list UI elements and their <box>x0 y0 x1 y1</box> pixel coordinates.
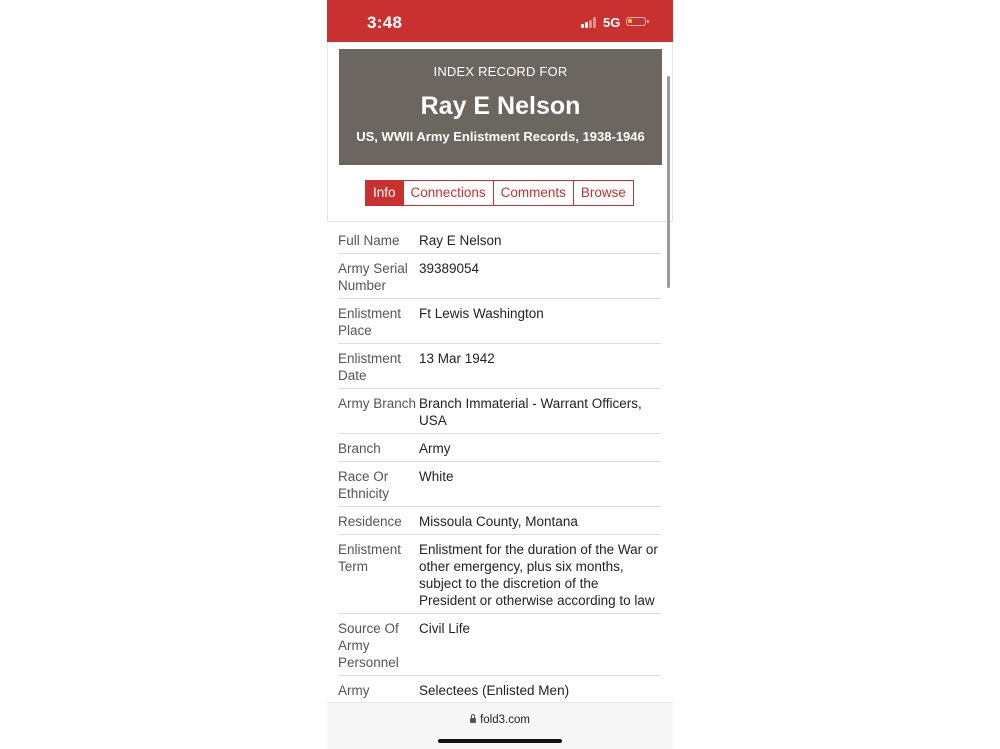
network-type: 5G <box>603 15 621 30</box>
field-value: 13 Mar 1942 <box>419 351 495 366</box>
table-row <box>338 389 661 434</box>
table-row <box>338 507 661 535</box>
url-text: fold3.com <box>480 714 530 726</box>
field-label: Residence <box>338 514 402 529</box>
tab-connections[interactable]: Connections <box>403 180 494 206</box>
field-label: Full Name <box>338 233 400 248</box>
record-tabs <box>365 180 634 206</box>
field-label: Army Serial Number <box>338 261 408 293</box>
field-value: Enlistment for the duration of the War or other emergency, plus six months, subject to the discretion of the President or otherwise according to law <box>419 542 658 608</box>
table-row <box>338 344 661 389</box>
field-value: White <box>419 469 454 484</box>
status-time: 3:48 <box>367 13 403 32</box>
field-value: Branch Immaterial - Warrant Officers, USA <box>419 396 642 428</box>
table-row <box>338 434 661 462</box>
home-indicator[interactable] <box>438 739 562 743</box>
field-label: Enlistment Date <box>338 351 402 383</box>
url-display[interactable] <box>327 714 673 726</box>
field-value: Civil Life <box>419 621 471 636</box>
record-header-card <box>327 42 673 222</box>
table-row <box>338 254 661 299</box>
tab-browse[interactable]: Browse <box>573 180 634 206</box>
collection-title: US, WWII Army Enlistment Records, 1938-1946 <box>356 129 645 144</box>
hero-kicker: INDEX RECORD FOR <box>433 64 568 79</box>
table-row <box>338 226 661 254</box>
table-row <box>338 614 661 676</box>
tab-comments[interactable]: Comments <box>493 180 574 206</box>
status-bar <box>327 0 673 42</box>
field-value: Ft Lewis Washington <box>419 306 544 321</box>
field-value: Army <box>419 441 451 456</box>
field-label: Army Branch <box>338 396 417 411</box>
signal-icon <box>581 17 597 28</box>
table-row <box>338 535 661 614</box>
lock-icon <box>470 718 476 723</box>
tab-info[interactable]: Info <box>365 180 404 206</box>
browser-address-bar[interactable] <box>327 702 673 749</box>
field-label: Branch <box>338 441 381 456</box>
field-label: Source Of Army Personnel <box>338 621 399 670</box>
record-name: Ray E Nelson <box>420 92 581 120</box>
phone-screen <box>327 0 673 749</box>
field-value: 39389054 <box>419 261 480 276</box>
field-value: Missoula County, Montana <box>419 514 578 529</box>
table-row <box>338 462 661 507</box>
field-value: Ray E Nelson <box>419 233 502 248</box>
field-label: Army <box>338 683 370 698</box>
field-value: Selectees (Enlisted Men) <box>419 683 570 698</box>
field-label: Race Or Ethnicity <box>338 469 390 501</box>
battery-icon <box>626 17 646 26</box>
record-hero <box>339 49 662 165</box>
record-details-table <box>338 226 661 720</box>
field-label: Enlistment Term <box>338 542 402 574</box>
table-row <box>338 299 661 344</box>
scrollbar[interactable] <box>667 76 670 288</box>
field-label: Enlistment Place <box>338 306 402 338</box>
